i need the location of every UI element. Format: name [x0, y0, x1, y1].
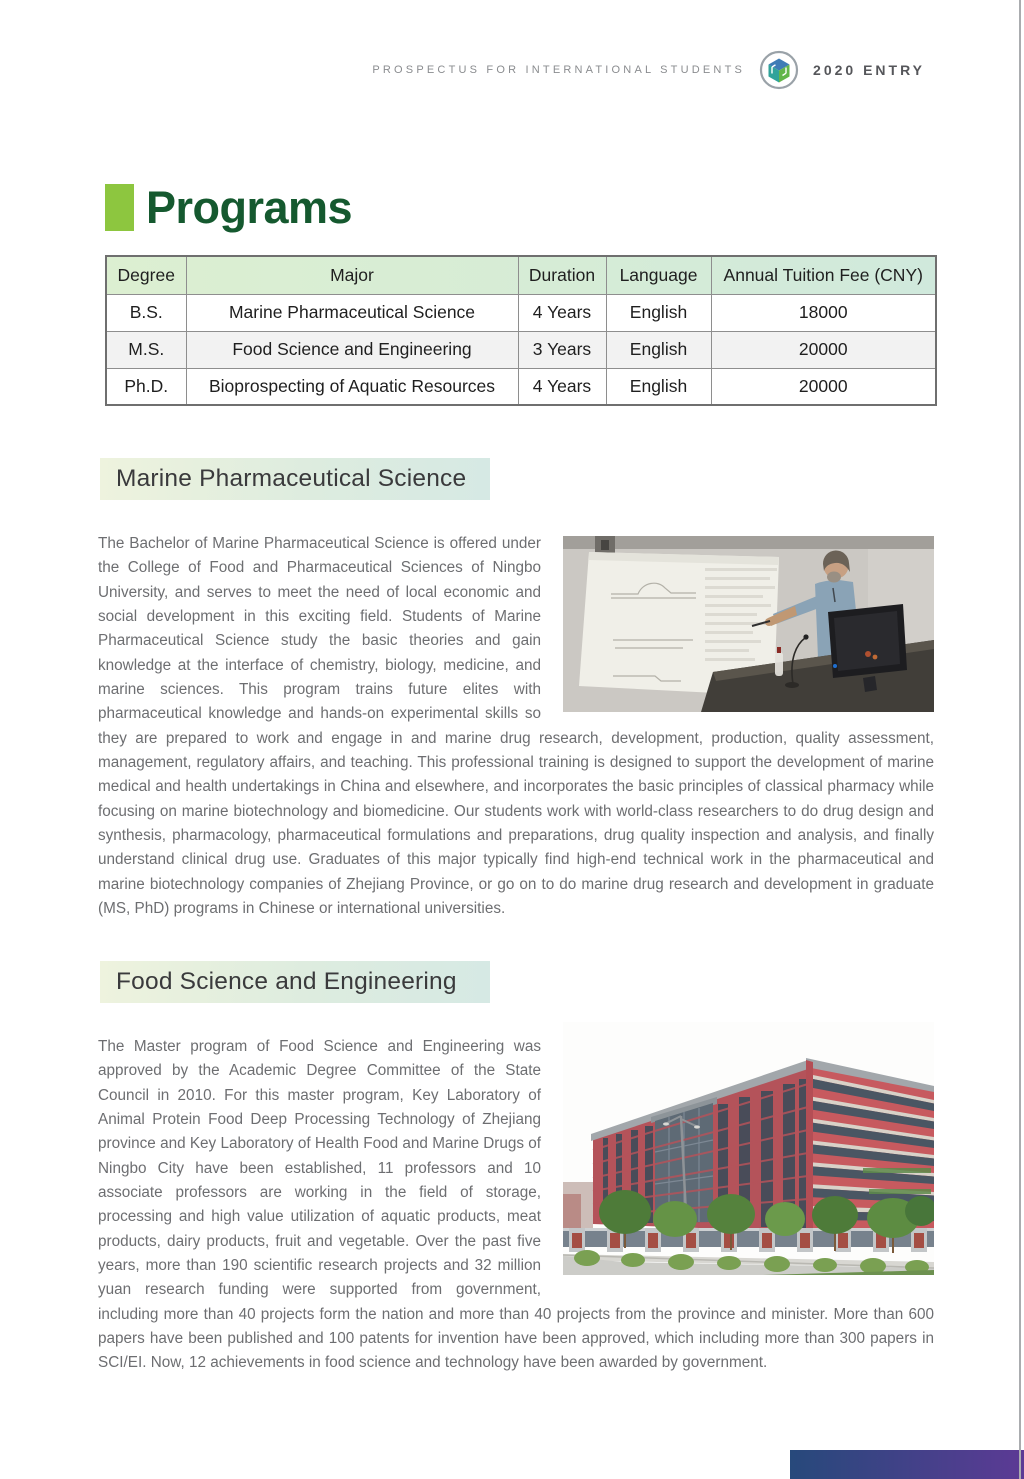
table-header-row — [106, 256, 936, 294]
cell-language: English — [606, 294, 711, 331]
cell-duration: 3 Years — [518, 331, 606, 368]
page-header — [372, 50, 925, 90]
table-row-ms — [106, 331, 936, 368]
cell-duration: 4 Years — [518, 368, 606, 405]
section-heading — [100, 458, 490, 500]
header-entry-label: 2020 ENTRY — [813, 62, 925, 78]
cell-language: English — [606, 331, 711, 368]
section-paragraph: The Bachelor of Marine Pharmaceutical Science is offered under the College of Food and Pharmaceutical Sciences of Ningbo University, and serves to meet the need of local economic and social development in this exciting field. Students of Marine Pharmaceutical Science study the basic theories and gain knowledge at the interface of chemistry, biology, medicine, and marine sciences. This program trains future elites with pharmaceutical knowledge and hands-on experimental skills so they are prepared to work and engage in and marine drug research, development, production, quality assessment, management, regulatory affairs, and teaching. This professional training is designed to support the development of marine medical and health undertakings in China and elsewhere, and incorporates the basic principles of classical pharmacy while focusing on marine biotechnology and biomedicine. Our students work with world-class researchers to do drug design and synthesis, pharmacology, pharmaceutical formulations and preparations, drug quality inspection and analysis, and finally understand clinical drug use. Graduates of this major typically find high-end technical work in the pharmaceutical and marine biotechnology companies of Zhejiang Province, or go on to do marine drug research and development in graduate (MS, PhD) programs in Chinese or international universities. — [98, 535, 934, 918]
cell-major: Marine Pharmaceutical Science — [186, 294, 518, 331]
section-heading-label: Marine Pharmaceutical Science — [116, 465, 467, 492]
header-tagline: PROSPECTUS FOR INTERNATIONAL STUDENTS — [372, 64, 746, 76]
column-header-major: Major — [186, 256, 518, 294]
title-accent-square — [105, 184, 134, 231]
cell-fee: 20000 — [711, 368, 936, 405]
section-body — [98, 1035, 934, 1376]
page-title-row — [105, 184, 352, 231]
cell-major: Bioprospecting of Aquatic Resources — [186, 368, 518, 405]
university-cube-logo-icon — [759, 50, 799, 90]
lecture-photo — [563, 536, 934, 712]
page-edge-line — [1019, 0, 1021, 1479]
cell-degree: Ph.D. — [106, 368, 186, 405]
section-heading — [100, 961, 490, 1003]
section-paragraph: The Master program of Food Science and Engineering was approved by the Academic Degree Committee of the State Council in 2010. For this master program, Key Laboratory of Animal Protein Food Deep Processing Technology of Zhejiang province and Key Laboratory of Health Food and Marine Drugs of Ningbo City have been established, 11 professors and 10 associate professors are working in the field of storage, processing and high value utilization of aquatic products, meat products, dairy products, fruit and vegetable. Over the past five years, more than 190 scientific research projects and 32 million yuan research funding were supported from government, including more than 40 projects form the nation and more than 40 projects from the province and minister. More than 600 papers have been published and 100 patents for invention have been approved, which including more than 300 papers in SCI/EI. Now, 12 achievements in food science and technology have been awarded by government. — [98, 1038, 934, 1372]
college-building-photo — [563, 1022, 934, 1275]
cell-degree: M.S. — [106, 331, 186, 368]
footer-accent-bar — [790, 1450, 1024, 1479]
section-heading-label: Food Science and Engineering — [116, 968, 457, 995]
cell-fee: 18000 — [711, 294, 936, 331]
cell-fee: 20000 — [711, 331, 936, 368]
table-row-phd — [106, 368, 936, 405]
cell-major: Food Science and Engineering — [186, 331, 518, 368]
column-header-degree: Degree — [106, 256, 186, 294]
page-title: Programs — [146, 182, 353, 233]
section-marine-pharmaceutical-science — [98, 458, 934, 922]
table-row-bs — [106, 294, 936, 331]
programs-table — [105, 255, 937, 406]
cell-degree: B.S. — [106, 294, 186, 331]
section-body — [98, 532, 934, 922]
section-food-science-and-engineering — [98, 961, 934, 1376]
cell-language: English — [606, 368, 711, 405]
column-header-language: Language — [606, 256, 711, 294]
cell-duration: 4 Years — [518, 294, 606, 331]
column-header-duration: Duration — [518, 256, 606, 294]
column-header-fee: Annual Tuition Fee (CNY) — [711, 256, 936, 294]
